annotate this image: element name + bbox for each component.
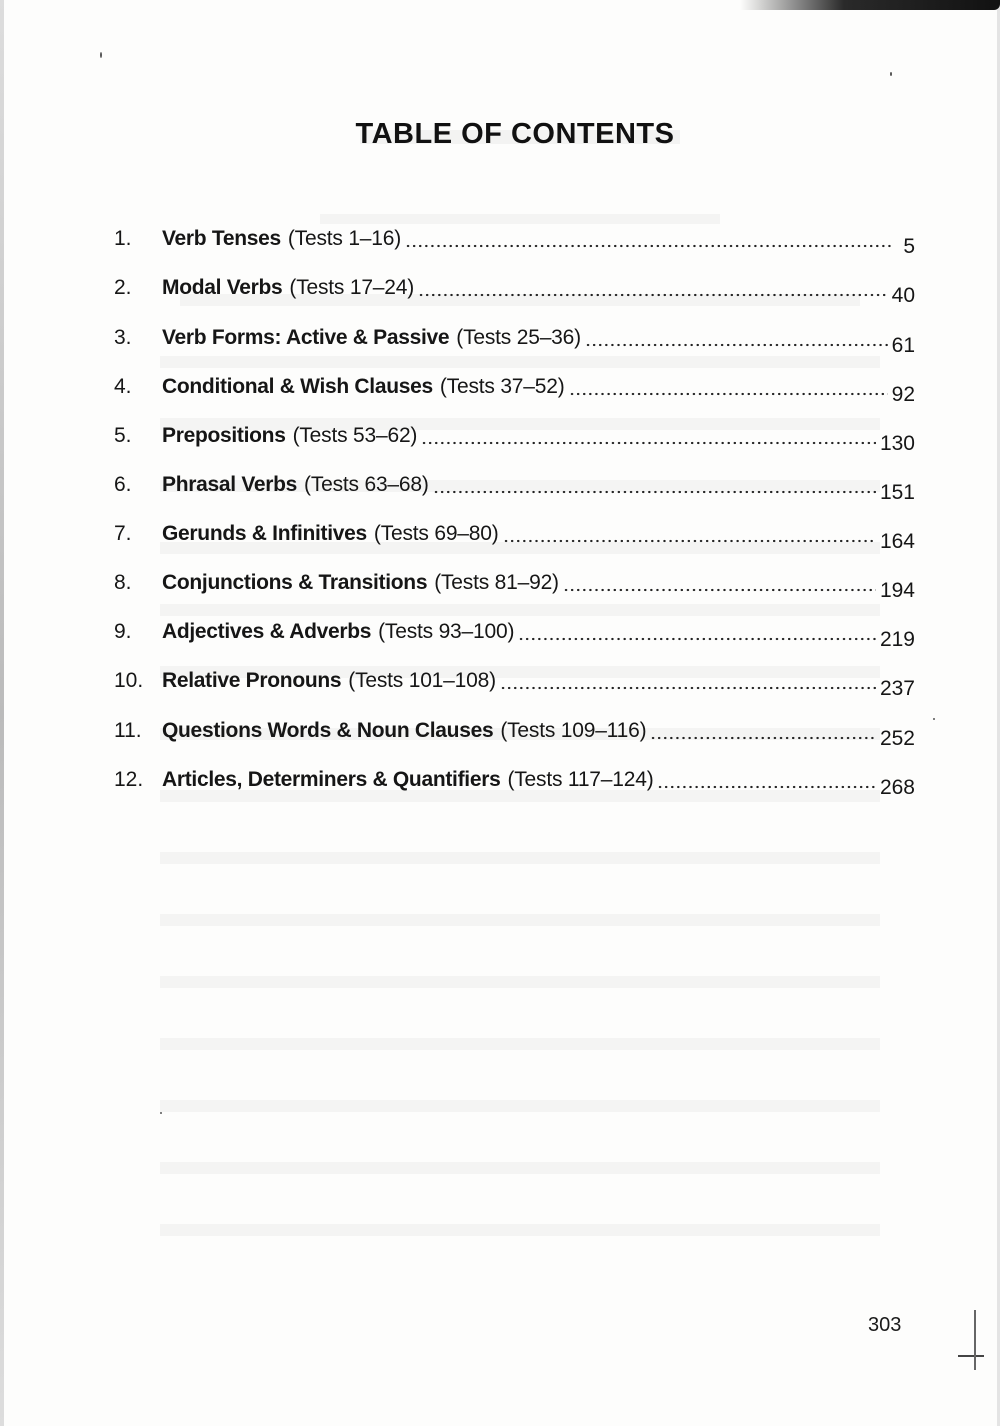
entry-number: 6. — [114, 473, 132, 496]
scan-top-shadow — [740, 0, 1000, 10]
entry-tests: (Tests 37–52) — [439, 375, 565, 398]
entry-tests: (Tests 93–100) — [378, 620, 515, 643]
entry-number: 7. — [114, 522, 132, 545]
entry-number: 4. — [114, 375, 132, 398]
dot-leader — [500, 686, 876, 690]
entry-number: 2. — [114, 276, 132, 299]
entry-number: 3. — [114, 326, 132, 349]
entry-tests: (Tests 101–108) — [348, 669, 496, 692]
scan-corner-mark-vertical — [974, 1310, 976, 1370]
entry-tests: (Tests 81–92) — [434, 571, 559, 594]
entry-topic: Adjectives & Adverbs — [162, 620, 372, 643]
entry-topic: Modal Verbs — [162, 276, 283, 299]
toc-entry — [110, 218, 915, 258]
entry-number: 8. — [114, 571, 132, 594]
entry-tests: (Tests 63–68) — [304, 473, 429, 496]
entry-tests: (Tests 25–36) — [456, 326, 581, 349]
toc-entry — [110, 317, 915, 357]
entry-page: 268 — [879, 776, 915, 799]
entry-topic: Verb Forms: Active & Passive — [162, 326, 450, 349]
entry-number: 11. — [114, 719, 142, 742]
entry-page: 92 — [891, 383, 915, 406]
entry-tests: (Tests 17–24) — [289, 276, 415, 299]
toc-entry — [110, 267, 915, 307]
entry-page: 5 — [903, 235, 915, 258]
entry-number: 10. — [114, 669, 144, 692]
entry-page: 219 — [879, 628, 915, 651]
entry-tests: (Tests 69–80) — [373, 522, 499, 545]
scan-speck — [890, 72, 892, 76]
entry-number: 5. — [114, 424, 132, 447]
toc-entry — [110, 660, 915, 700]
dot-leader — [657, 785, 875, 789]
dot-leader — [421, 441, 876, 445]
scan-speck — [160, 1112, 162, 1114]
scan-left-edge — [0, 0, 4, 1426]
dot-leader — [418, 293, 888, 297]
toc-entry — [110, 366, 915, 406]
entry-page: 194 — [879, 579, 915, 602]
toc-entry — [110, 562, 915, 602]
toc-entry — [110, 759, 915, 799]
entry-tests: (Tests 53–62) — [292, 424, 418, 447]
scan-corner-mark — [958, 1355, 984, 1357]
entry-page: 61 — [891, 334, 915, 357]
entry-page: 151 — [879, 481, 915, 504]
entry-number: 1. — [114, 227, 132, 250]
entry-topic: Conditional & Wish Clauses — [162, 375, 433, 398]
entry-tests: (Tests 117–124) — [507, 768, 654, 791]
entry-page: 237 — [879, 677, 915, 700]
entry-topic: Phrasal Verbs — [162, 473, 298, 496]
page-number: 303 — [868, 1314, 902, 1336]
toc-entry — [110, 611, 915, 651]
entry-topic: Relative Pronouns — [162, 669, 342, 692]
toc-entry — [110, 710, 915, 750]
entry-page: 252 — [879, 727, 915, 750]
entry-number: 12. — [114, 768, 144, 791]
entry-page: 164 — [879, 530, 915, 553]
dot-leader — [433, 490, 876, 494]
entry-topic: Verb Tenses — [162, 227, 281, 250]
dot-leader — [405, 244, 891, 248]
entry-topic: Gerunds & Infinitives — [162, 522, 367, 545]
entry-page: 40 — [891, 284, 915, 307]
dot-leader — [650, 736, 876, 740]
toc-entry — [110, 513, 915, 553]
toc-entry — [110, 415, 915, 455]
scan-speck — [933, 718, 935, 720]
entry-topic: Articles, Determiners & Quantifiers — [162, 768, 501, 791]
dot-leader — [569, 392, 888, 396]
entry-tests: (Tests 1–16) — [287, 227, 402, 250]
scan-speck — [100, 52, 102, 58]
dot-leader — [563, 588, 876, 592]
entry-number: 9. — [114, 620, 132, 643]
dot-leader — [585, 343, 888, 347]
entry-topic: Prepositions — [162, 424, 286, 447]
entry-topic: Questions Words & Noun Clauses — [162, 719, 494, 742]
dot-leader — [518, 637, 876, 641]
entry-tests: (Tests 109–116) — [500, 719, 647, 742]
entry-page: 130 — [879, 432, 915, 455]
entry-topic: Conjunctions & Transitions — [162, 571, 428, 594]
toc-entry — [110, 464, 915, 504]
dot-leader — [503, 539, 876, 543]
page-title: TABLE OF CONTENTS — [355, 118, 675, 150]
